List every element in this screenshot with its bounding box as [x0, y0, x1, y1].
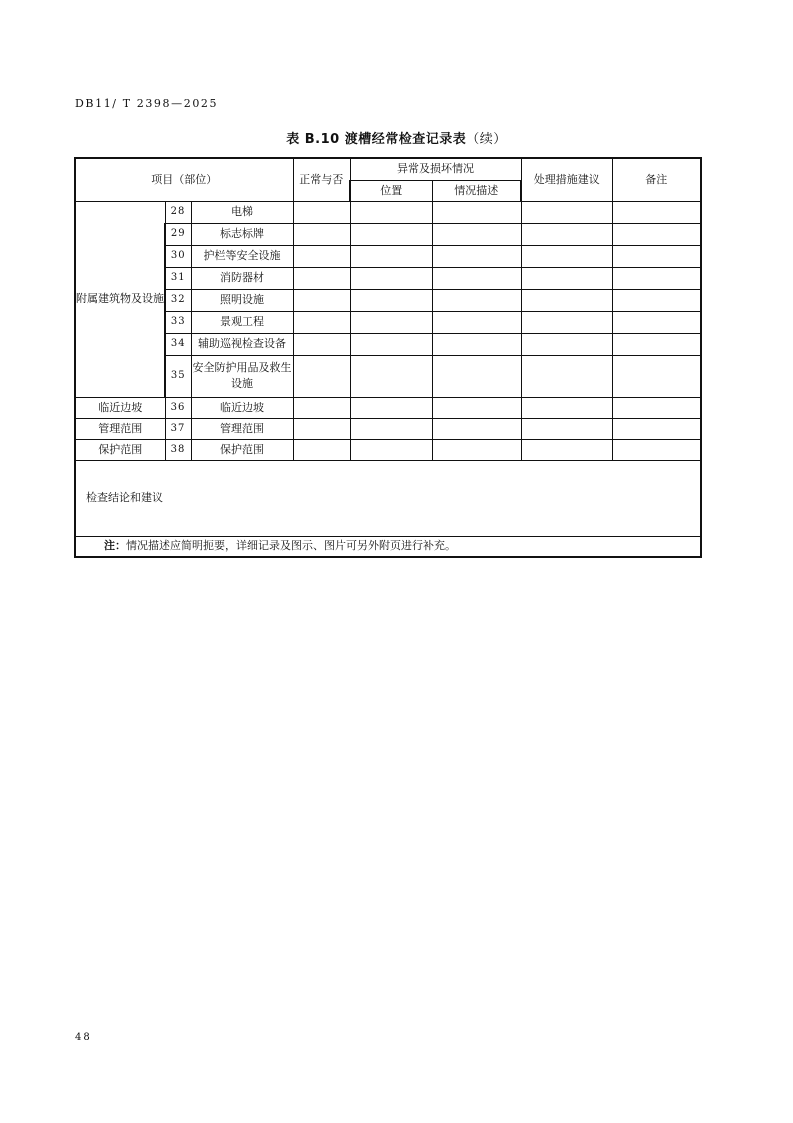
cell-measures[interactable] [521, 397, 612, 418]
group-management-area: 管理范围 [75, 418, 165, 439]
cell-measures[interactable] [521, 418, 612, 439]
cell-description[interactable] [432, 355, 521, 397]
row-number: 33 [165, 311, 191, 333]
cell-position[interactable] [350, 397, 432, 418]
header-description: 情况描述 [432, 180, 521, 201]
row-number: 37 [165, 418, 191, 439]
document-code: DB11/ T 2398—2025 [75, 97, 219, 110]
table-title-main: 表 B.10 渡槽经常检查记录表 [286, 132, 467, 147]
cell-measures[interactable] [521, 267, 612, 289]
cell-remarks[interactable] [612, 311, 701, 333]
row-item-name: 辅助巡视检查设备 [191, 333, 293, 355]
cell-position[interactable] [350, 439, 432, 460]
cell-remarks[interactable] [612, 418, 701, 439]
cell-measures[interactable] [521, 201, 612, 223]
cell-measures[interactable] [521, 289, 612, 311]
cell-description[interactable] [432, 245, 521, 267]
row-number: 29 [165, 223, 191, 245]
cell-remarks[interactable] [612, 245, 701, 267]
cell-normal[interactable] [293, 418, 350, 439]
group-slope: 临近边坡 [75, 397, 165, 418]
row-number: 30 [165, 245, 191, 267]
cell-remarks[interactable] [612, 223, 701, 245]
cell-position[interactable] [350, 418, 432, 439]
row-number: 36 [165, 397, 191, 418]
cell-description[interactable] [432, 333, 521, 355]
conclusion-cell[interactable] [75, 460, 701, 536]
table-title [0, 128, 793, 147]
row-item-name: 保护范围 [191, 439, 293, 460]
row-number: 35 [165, 355, 191, 397]
cell-remarks[interactable] [612, 289, 701, 311]
cell-position[interactable] [350, 267, 432, 289]
cell-description[interactable] [432, 439, 521, 460]
cell-position[interactable] [350, 201, 432, 223]
page-number: 48 [75, 1032, 92, 1043]
header-position: 位置 [350, 180, 432, 201]
cell-description[interactable] [432, 311, 521, 333]
cell-remarks[interactable] [612, 355, 701, 397]
cell-measures[interactable] [521, 355, 612, 397]
row-item-name: 景观工程 [191, 311, 293, 333]
cell-normal[interactable] [293, 439, 350, 460]
cell-position[interactable] [350, 289, 432, 311]
row-item-name: 安全防护用品及救生设施 [191, 355, 293, 397]
conclusion-label: 检查结论和建议 [86, 491, 163, 504]
inspection-record-table [74, 157, 702, 558]
cell-description[interactable] [432, 418, 521, 439]
cell-position[interactable] [350, 223, 432, 245]
cell-remarks[interactable] [612, 439, 701, 460]
cell-normal[interactable] [293, 223, 350, 245]
note-cell [75, 536, 701, 557]
header-abnormal: 异常及损坏情况 [350, 158, 521, 180]
cell-description[interactable] [432, 223, 521, 245]
table-title-continued: （续） [466, 132, 507, 147]
cell-normal[interactable] [293, 311, 350, 333]
row-item-name: 照明设施 [191, 289, 293, 311]
cell-measures[interactable] [521, 245, 612, 267]
cell-normal[interactable] [293, 397, 350, 418]
row-item-name: 临近边坡 [191, 397, 293, 418]
cell-description[interactable] [432, 397, 521, 418]
row-number: 31 [165, 267, 191, 289]
row-number: 38 [165, 439, 191, 460]
row-item-name: 护栏等安全设施 [191, 245, 293, 267]
row-item-name: 电梯 [191, 201, 293, 223]
cell-measures[interactable] [521, 311, 612, 333]
row-item-name: 标志标牌 [191, 223, 293, 245]
row-item-name: 管理范围 [191, 418, 293, 439]
cell-description[interactable] [432, 201, 521, 223]
cell-position[interactable] [350, 311, 432, 333]
cell-normal[interactable] [293, 289, 350, 311]
cell-position[interactable] [350, 245, 432, 267]
note-label: 注： [104, 539, 126, 553]
cell-remarks[interactable] [612, 201, 701, 223]
row-number: 32 [165, 289, 191, 311]
cell-remarks[interactable] [612, 267, 701, 289]
cell-normal[interactable] [293, 201, 350, 223]
cell-measures[interactable] [521, 333, 612, 355]
cell-normal[interactable] [293, 267, 350, 289]
cell-description[interactable] [432, 267, 521, 289]
cell-remarks[interactable] [612, 397, 701, 418]
header-normal: 正常与否 [293, 158, 350, 201]
cell-position[interactable] [350, 355, 432, 397]
row-item-name: 消防器材 [191, 267, 293, 289]
cell-remarks[interactable] [612, 333, 701, 355]
header-item: 项目（部位） [75, 158, 293, 201]
cell-normal[interactable] [293, 333, 350, 355]
group-facilities: 附属建筑物及设施 [75, 201, 165, 397]
row-number: 28 [165, 201, 191, 223]
row-number: 34 [165, 333, 191, 355]
cell-normal[interactable] [293, 355, 350, 397]
header-remarks: 备注 [612, 158, 701, 201]
cell-measures[interactable] [521, 439, 612, 460]
cell-normal[interactable] [293, 245, 350, 267]
cell-position[interactable] [350, 333, 432, 355]
cell-measures[interactable] [521, 223, 612, 245]
header-measures: 处理措施建议 [521, 158, 612, 201]
group-protection-area: 保护范围 [75, 439, 165, 460]
cell-description[interactable] [432, 289, 521, 311]
note-text: 情况描述应简明扼要，详细记录及图示、图片可另外附页进行补充。 [126, 539, 456, 553]
